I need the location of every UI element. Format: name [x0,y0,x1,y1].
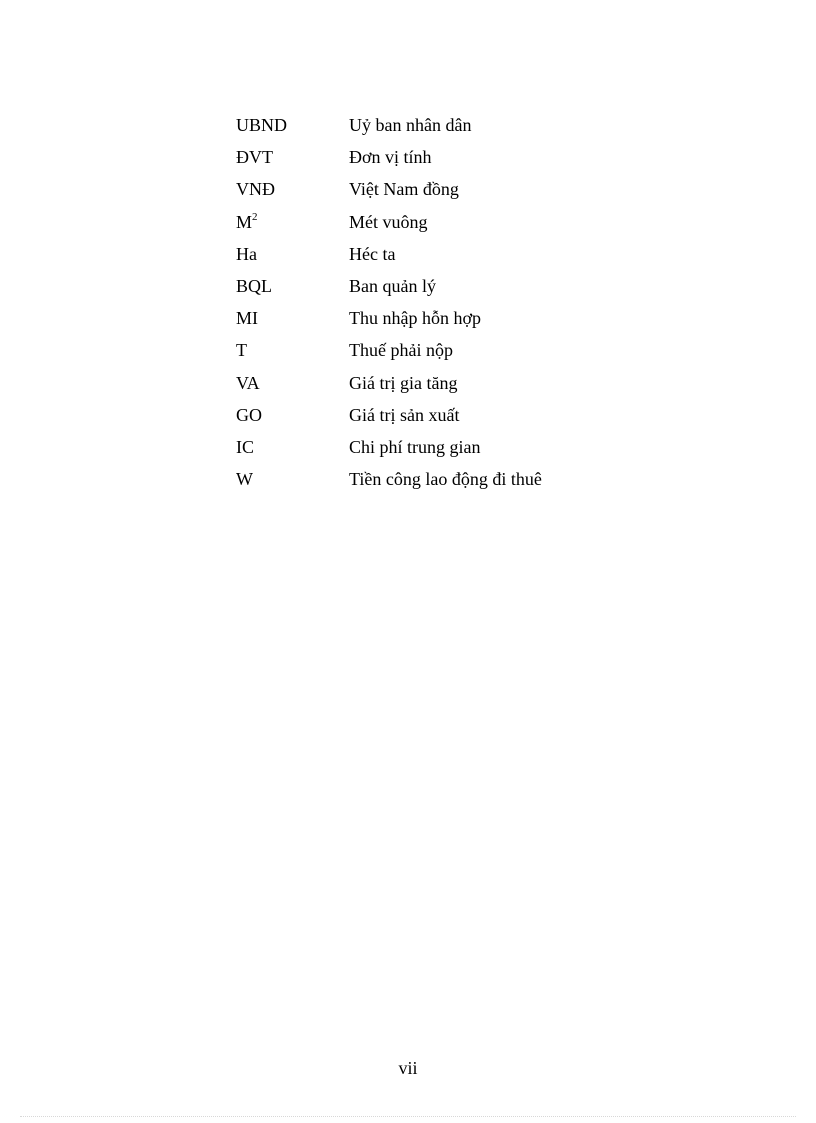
abbreviation-row [236,178,656,210]
abbreviation-meaning: Thuế phải nộp [349,340,453,361]
abbreviation-row [236,339,656,371]
abbreviation-term: UBND [236,115,288,135]
abbreviation-row [236,243,656,275]
abbreviation-meaning: Thu nhập hỗn hợp [349,308,482,329]
abbreviation-meaning: Giá trị sản xuất [349,404,460,425]
footer-divider [20,1116,796,1117]
abbreviation-row [236,114,656,146]
page-number: vii [398,1058,418,1078]
abbreviation-term: VA [236,372,260,393]
abbreviation-meaning: Việt Nam đồng [349,179,459,200]
abbreviation-term: MI [236,308,258,329]
abbreviation-meaning: Héc ta [349,243,396,264]
abbreviation-term: BQL [236,275,272,296]
abbreviation-term: M [236,211,253,232]
abbreviation-meaning: Chi phí trung gian [349,436,481,457]
abbreviation-term: VNĐ [236,179,275,200]
abbreviation-meaning: Uỷ ban nhân dân [349,115,472,135]
abbreviation-term: Ha [236,243,257,264]
abbreviation-row [236,468,656,500]
abbreviation-meaning: Ban quản lý [349,275,436,296]
abbreviation-term: IC [236,436,254,457]
abbreviation-meaning: Đơn vị tính [349,147,432,168]
abbreviation-row [236,307,656,339]
abbreviation-term: ĐVT [236,147,273,168]
abbreviation-row [236,404,656,436]
abbreviation-row [236,372,656,404]
abbreviation-list [236,114,656,500]
abbreviation-meaning: Tiền công lao động đi thuê [349,469,542,490]
abbreviation-row [236,211,656,243]
abbreviation-term: GO [236,404,262,425]
abbreviation-meaning: Giá trị gia tăng [349,372,458,393]
abbreviation-row [236,146,656,178]
abbreviation-meaning: Mét vuông [349,211,428,232]
abbreviation-term: T [236,340,247,361]
abbreviation-term: W [236,469,253,490]
abbreviation-row [236,275,656,307]
abbreviation-row [236,436,656,468]
superscript-exponent: 2 [252,210,258,223]
abbreviation-term-with-superscript [236,211,349,233]
